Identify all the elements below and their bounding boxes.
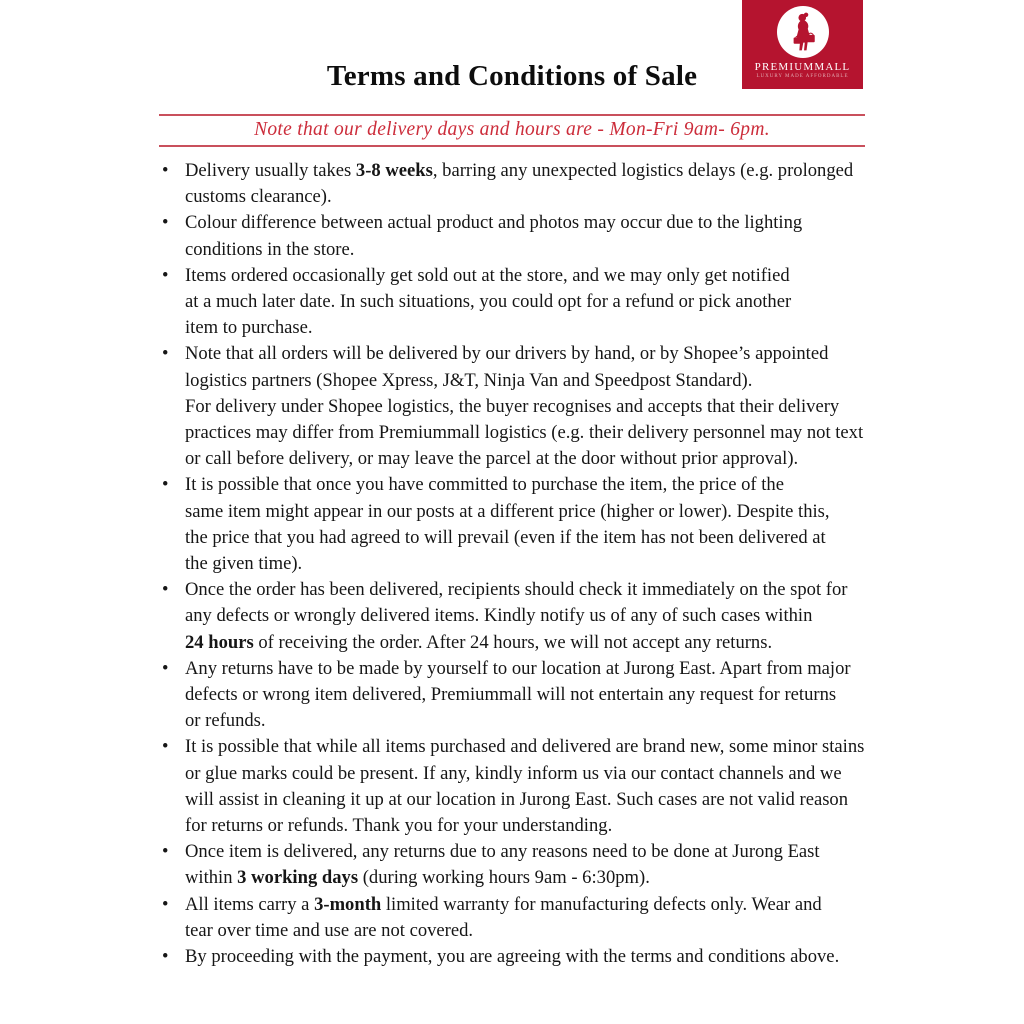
term-line: • It is possible that while all items purchased and delivered are brand new, some minor stains bbox=[185, 736, 865, 758]
term-line: within 3 working days (during working hours 9am - 6:30pm). bbox=[185, 867, 650, 889]
logo-brand-name: PREMIUMMALL bbox=[754, 61, 851, 73]
term-item bbox=[160, 656, 880, 735]
term-line: For delivery under Shopee logistics, the buyer recognises and accepts that their delivery bbox=[185, 395, 840, 417]
terms-list bbox=[160, 158, 880, 970]
term-line: 24 hours of receiving the order. After 24 hours, we will not accept any returns. bbox=[185, 631, 773, 653]
term-line: • Colour difference between actual product and photos may occur due to the lighting bbox=[185, 212, 803, 234]
premiummall-logo bbox=[742, 0, 863, 89]
term-line: or refunds. bbox=[185, 710, 266, 732]
term-line: for returns or refunds. Thank you for your understanding. bbox=[185, 815, 613, 837]
term-item bbox=[160, 892, 880, 944]
term-line: tear over time and use are not covered. bbox=[185, 919, 474, 941]
term-item bbox=[160, 158, 880, 210]
term-line: or call before delivery, or may leave the parcel at the door without prior approval). bbox=[185, 448, 799, 470]
term-item bbox=[160, 341, 880, 472]
page-title: Terms and Conditions of Sale bbox=[326, 60, 698, 92]
term-item bbox=[160, 210, 880, 262]
delivery-note-banner bbox=[159, 114, 865, 147]
logo-circle bbox=[777, 6, 829, 58]
term-line: • Items ordered occasionally get sold out at the store, and we may only get notified bbox=[185, 264, 790, 286]
term-line: same item might appear in our posts at a different price (higher or lower). Despite this, bbox=[185, 500, 830, 522]
term-line: the price that you had agreed to will prevail (even if the item has not been delivered at bbox=[185, 526, 826, 548]
term-line: • Once item is delivered, any returns due to any reasons need to be done at Jurong East bbox=[185, 841, 820, 863]
term-line: • Any returns have to be made by yourself to our location at Jurong East. Apart from major bbox=[185, 657, 851, 679]
term-line: • Note that all orders will be delivered by our drivers by hand, or by Shopee’s appointed bbox=[185, 343, 829, 365]
woman-shopper-icon bbox=[781, 10, 825, 54]
term-line: any defects or wrongly delivered items. Kindly notify us of any of such cases within bbox=[185, 605, 813, 627]
term-line: or glue marks could be present. If any, kindly inform us via our contact channels and we bbox=[185, 762, 842, 784]
term-line: will assist in cleaning it up at our location in Jurong East. Such cases are not valid reason bbox=[185, 788, 849, 810]
term-line: conditions in the store. bbox=[185, 238, 355, 260]
term-item bbox=[160, 263, 880, 342]
term-item bbox=[160, 577, 880, 656]
term-line: • All items carry a 3-month limited warranty for manufacturing defects only. Wear and bbox=[185, 893, 822, 915]
term-line: the given time). bbox=[185, 553, 303, 575]
term-item bbox=[160, 472, 880, 577]
term-item bbox=[160, 839, 880, 891]
term-line: at a much later date. In such situations, you could opt for a refund or pick another bbox=[185, 291, 792, 313]
term-line: • By proceeding with the payment, you are agreeing with the terms and conditions above. bbox=[185, 946, 840, 968]
term-line: logistics partners (Shopee Xpress, J&T, Ninja Van and Speedpost Standard). bbox=[185, 369, 753, 391]
term-line: • Delivery usually takes 3-8 weeks, barring any unexpected logistics delays (e.g. prolonged bbox=[185, 160, 854, 181]
term-line: • Once the order has been delivered, recipients should check it immediately on the spot for bbox=[185, 579, 848, 601]
term-line: defects or wrong item delivered, Premiummall will not entertain any request for returns bbox=[185, 684, 837, 706]
term-item bbox=[160, 734, 880, 839]
term-line: item to purchase. bbox=[185, 317, 313, 339]
term-line: practices may differ from Premiummall logistics (e.g. their delivery personnel may not text bbox=[185, 422, 864, 444]
term-item bbox=[160, 944, 880, 970]
term-line: • It is possible that once you have committed to purchase the item, the price of the bbox=[185, 474, 784, 496]
delivery-note-text: Note that our delivery days and hours are - Mon-Fri 9am- 6pm. bbox=[254, 119, 770, 140]
logo-tagline: LUXURY MADE AFFORDABLE bbox=[756, 74, 849, 79]
term-line: customs clearance). bbox=[185, 186, 332, 208]
